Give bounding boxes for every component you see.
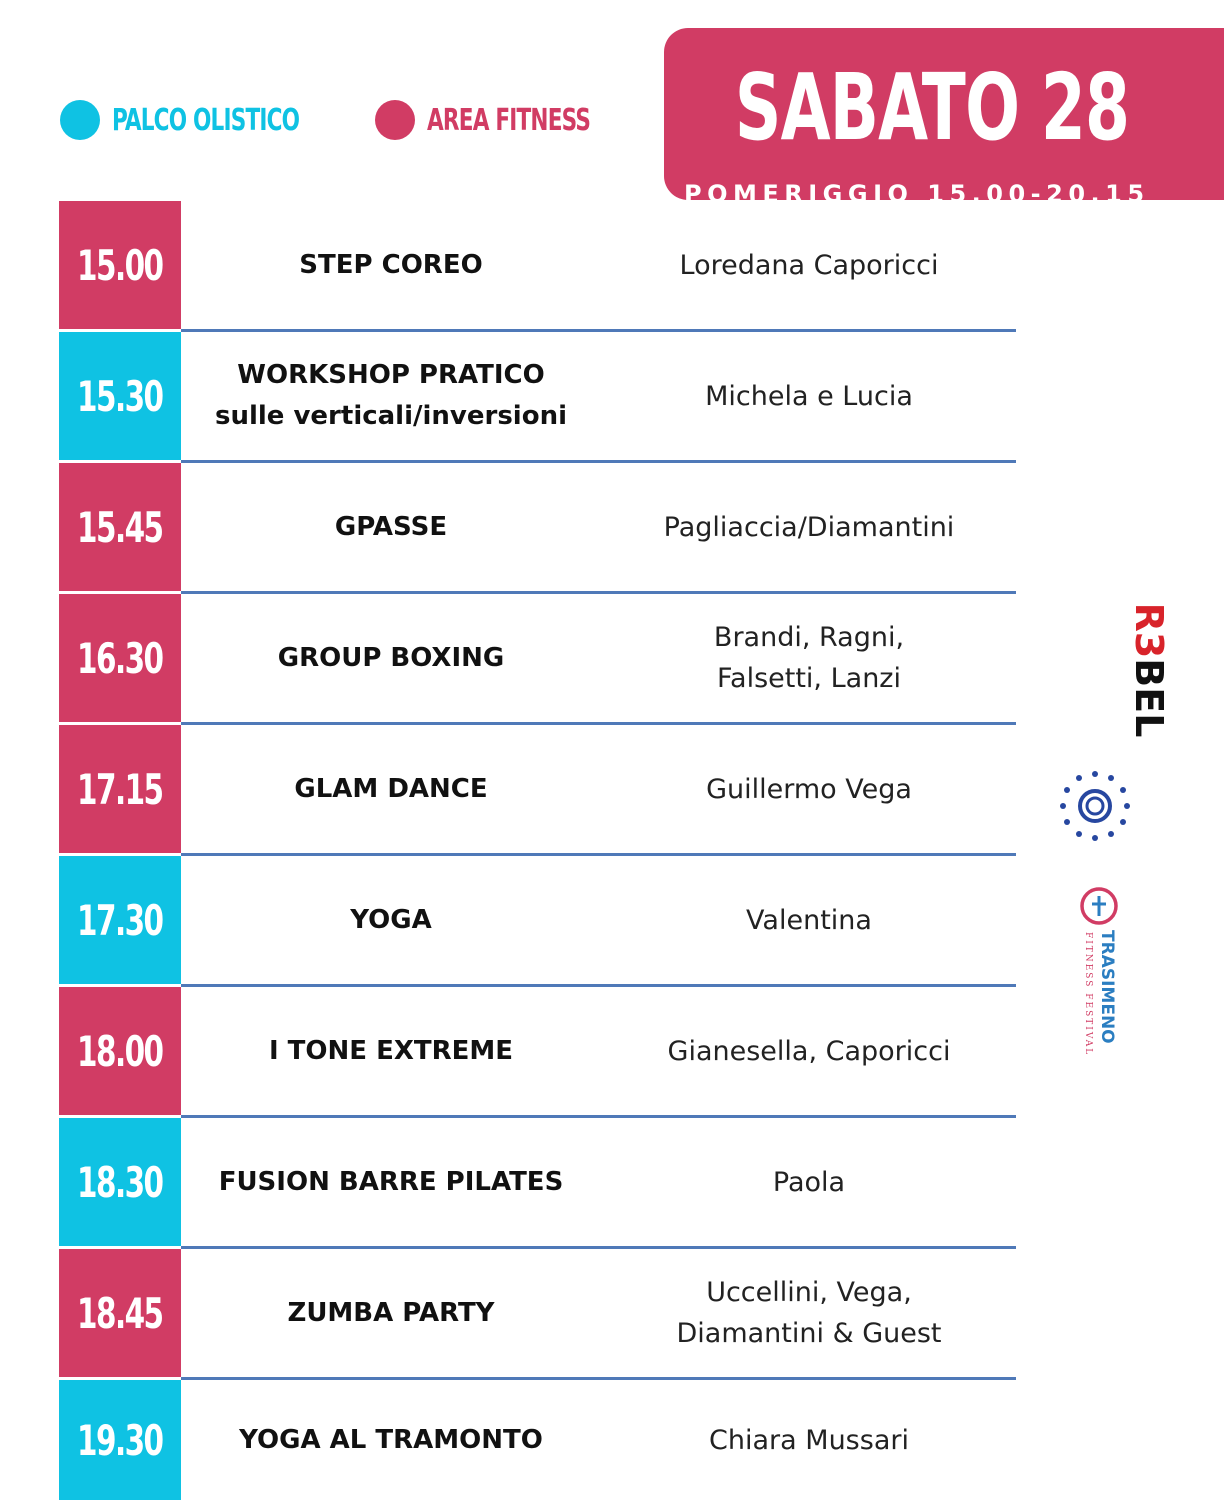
time-label: 19.30 xyxy=(77,1415,163,1465)
event-cell xyxy=(183,725,599,853)
event-name-line2: sulle verticali/inversioni xyxy=(214,401,567,431)
event-cell xyxy=(183,1380,599,1500)
time-label: 15.45 xyxy=(77,502,163,552)
event-cell xyxy=(183,856,599,984)
event-name: YOGA AL TRAMONTO xyxy=(239,1424,543,1455)
legend-fitness xyxy=(375,96,631,144)
time-label: 15.00 xyxy=(77,240,163,290)
schedule-row xyxy=(59,1380,1016,1500)
rebel-logo-icon xyxy=(1066,600,1171,740)
event-cell xyxy=(183,987,599,1115)
schedule-row xyxy=(59,463,1016,594)
instructor-cell xyxy=(619,725,999,853)
instructor-name-line2: Falsetti, Lanzi xyxy=(716,663,901,694)
time-cell xyxy=(59,332,181,460)
time-label: 16.30 xyxy=(77,633,163,683)
instructor-cell xyxy=(619,1118,999,1246)
event-cell xyxy=(183,1249,599,1377)
svg-text:TRASIMENO: TRASIMENO xyxy=(1097,930,1117,1044)
schedule-table xyxy=(59,201,1016,1500)
event-cell xyxy=(183,1118,599,1246)
date-title: SABATO 28 xyxy=(734,54,1130,161)
event-name: GROUP BOXING xyxy=(277,642,505,673)
trasimeno-logo-icon xyxy=(1074,882,1124,1072)
time-cell xyxy=(59,1118,181,1246)
schedule-row xyxy=(59,201,1016,332)
schedule-row xyxy=(59,987,1016,1118)
instructor-name: Brandi, Ragni, xyxy=(713,622,905,653)
schedule-row xyxy=(59,856,1016,987)
event-name: FUSION BARRE PILATES xyxy=(218,1166,564,1197)
time-cell xyxy=(59,201,181,329)
instructor-cell xyxy=(619,1249,999,1377)
instructor-cell xyxy=(619,594,999,722)
event-name: I TONE EXTREME xyxy=(268,1035,514,1066)
instructor-name: Chiara Mussari xyxy=(709,1424,909,1456)
instructor-cell xyxy=(619,201,999,329)
instructor-name: Guillermo Vega xyxy=(706,773,912,805)
schedule-row xyxy=(59,1118,1016,1249)
csen-logo-icon xyxy=(1057,768,1133,844)
event-cell xyxy=(183,201,599,329)
date-subtitle: POMERIGGIO 15.00-20.15 xyxy=(684,180,1150,208)
date-header xyxy=(664,28,1224,208)
instructor-cell xyxy=(619,463,999,591)
svg-text:R3BEL: R3BEL xyxy=(1127,602,1171,738)
event-cell xyxy=(183,463,599,591)
time-label: 18.45 xyxy=(77,1288,163,1338)
event-name: WORKSHOP PRATICO xyxy=(237,360,545,390)
time-cell xyxy=(59,856,181,984)
instructor-name: Paola xyxy=(772,1166,846,1198)
event-name: STEP COREO xyxy=(299,249,483,280)
instructor-name: Uccellini, Vega, xyxy=(706,1277,912,1308)
instructor-cell xyxy=(619,856,999,984)
event-name: GPASSE xyxy=(334,511,448,542)
instructor-name: Michela e Lucia xyxy=(705,380,913,412)
instructor-name: Loredana Caporicci xyxy=(679,249,939,281)
time-cell xyxy=(59,725,181,853)
time-cell xyxy=(59,594,181,722)
time-cell xyxy=(59,463,181,591)
holistic-dot-icon xyxy=(60,100,100,140)
event-name: GLAM DANCE xyxy=(294,773,488,804)
instructor-cell xyxy=(619,1380,999,1500)
instructor-name-line2: Diamantini & Guest xyxy=(676,1318,942,1349)
event-cell xyxy=(183,594,599,722)
legend-holistic-label: PALCO OLISTICO xyxy=(112,102,300,138)
time-label: 15.30 xyxy=(77,371,163,421)
legend-holistic xyxy=(60,96,346,144)
time-label: 18.00 xyxy=(77,1026,163,1076)
schedule-row xyxy=(59,594,1016,725)
instructor-cell xyxy=(619,332,999,460)
instructor-name: Pagliaccia/Diamantini xyxy=(663,511,955,543)
event-name: YOGA xyxy=(350,904,432,935)
schedule-row xyxy=(59,725,1016,856)
schedule-row xyxy=(59,332,1016,463)
time-cell xyxy=(59,987,181,1115)
time-label: 18.30 xyxy=(77,1157,163,1207)
time-label: 17.15 xyxy=(77,764,163,814)
schedule-row xyxy=(59,1249,1016,1380)
instructor-name: Valentina xyxy=(746,904,872,936)
time-cell xyxy=(59,1249,181,1377)
instructor-name: Gianesella, Caporicci xyxy=(667,1035,951,1067)
svg-text:FITNESS FESTIVAL: FITNESS FESTIVAL xyxy=(1083,932,1093,1057)
instructor-cell xyxy=(619,987,999,1115)
time-cell xyxy=(59,1380,181,1500)
time-label: 17.30 xyxy=(77,895,163,945)
event-cell xyxy=(183,332,599,460)
fitness-dot-icon xyxy=(375,100,415,140)
event-name: ZUMBA PARTY xyxy=(287,1297,495,1328)
legend-fitness-label: AREA FITNESS xyxy=(427,102,591,138)
